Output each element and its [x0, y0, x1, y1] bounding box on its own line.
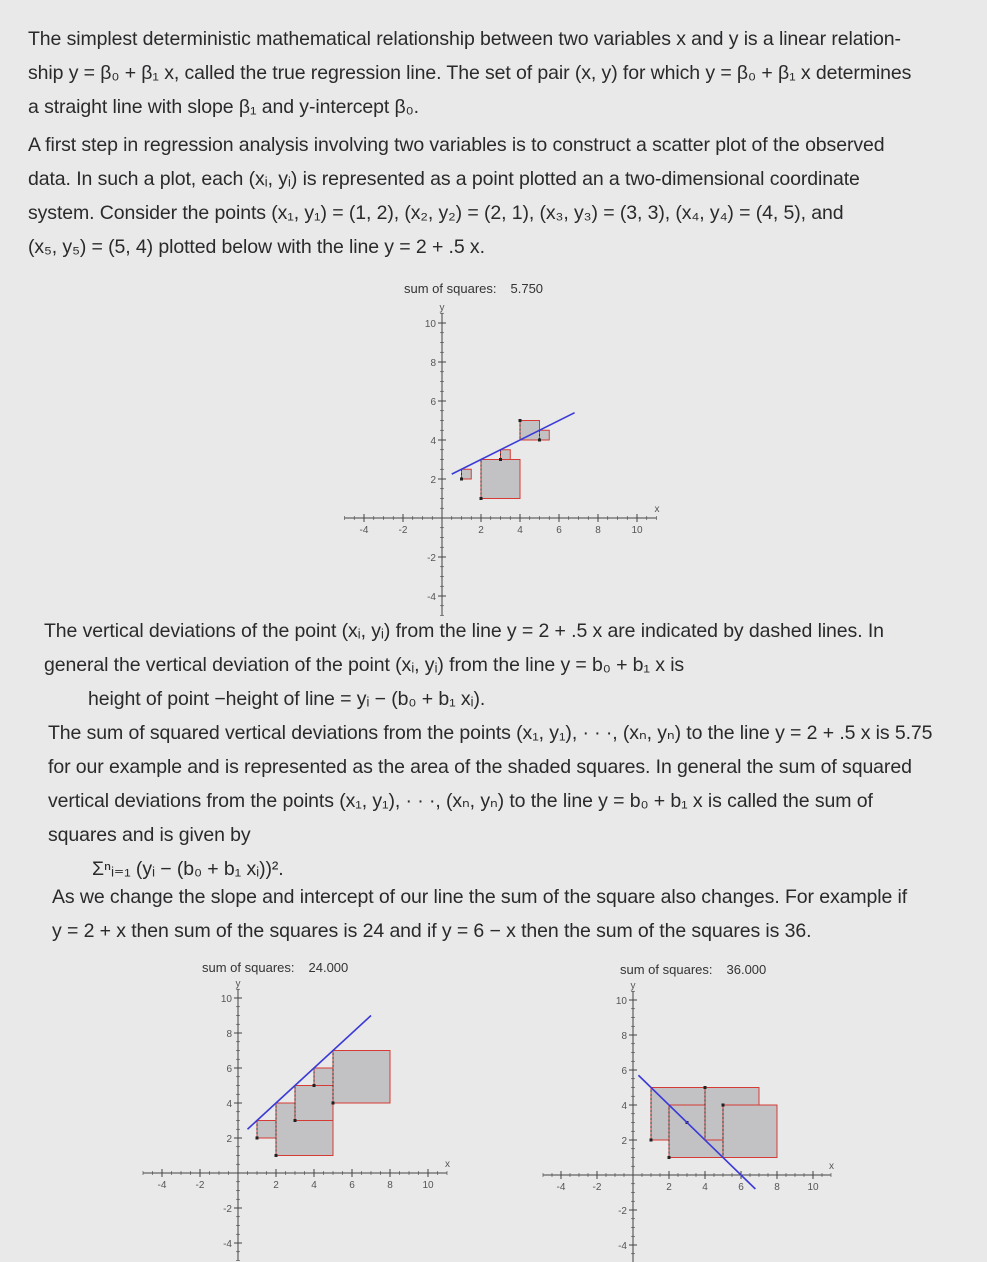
data-point	[256, 1137, 259, 1140]
deviation-formula: height of point −height of line = yᵢ − (b₀ + b₁ xᵢ).	[88, 688, 486, 710]
x-tick-label: 10	[631, 525, 643, 536]
chart3-title-label: sum of squares:	[620, 962, 713, 977]
intro-paragraph	[28, 22, 911, 124]
y-tick-label: 4	[430, 436, 436, 447]
deviation-paragraph	[44, 614, 884, 716]
x-tick-label: -2	[398, 525, 408, 536]
data-point	[332, 1102, 335, 1105]
chart2-title-label: sum of squares:	[202, 960, 295, 975]
x-tick-label: -2	[592, 1182, 602, 1193]
residual-square	[257, 1121, 276, 1139]
x-tick-label: -4	[359, 525, 369, 536]
data-point	[460, 478, 463, 481]
x-tick-label: 6	[738, 1182, 744, 1193]
data-point	[704, 1086, 707, 1089]
data-point	[650, 1139, 653, 1142]
x-tick-label: 4	[702, 1182, 708, 1193]
residual-square	[520, 421, 540, 441]
x-axis-label: x	[654, 504, 660, 515]
sum-line: for our example and is represented as the area of the shaded squares. In general the sum of squared	[48, 756, 912, 778]
data-point	[519, 419, 522, 422]
sum-formula: Σⁿᵢ₌₁ (yᵢ − (b₀ + b₁ xᵢ))².	[92, 858, 284, 880]
x-tick-label: 2	[273, 1180, 279, 1191]
x-tick-label: 8	[387, 1180, 393, 1191]
x-tick-label: -4	[157, 1180, 167, 1191]
y-axis-label: y	[439, 302, 445, 314]
y-tick-label: -4	[223, 1239, 232, 1250]
y-tick-label: 8	[621, 1031, 627, 1042]
x-tick-label: 2	[478, 525, 484, 536]
chart3-plot	[555, 977, 865, 1262]
chart2-plot	[140, 975, 450, 1260]
scatter-intro-line: A first step in regression analysis involving two variables is to construct a scatter plot of the observed	[28, 134, 885, 156]
data-point	[480, 497, 483, 500]
y-tick-label: 6	[430, 397, 436, 408]
y-tick-label: 8	[430, 358, 436, 369]
x-tick-label: 8	[774, 1182, 780, 1193]
x-tick-label: 10	[807, 1182, 819, 1193]
scatter-intro-line: data. In such a plot, each (xᵢ, yᵢ) is represented as a point plotted an a two-dimensional coordinate	[28, 168, 860, 190]
data-point	[499, 458, 502, 461]
y-tick-label: -2	[223, 1204, 232, 1215]
y-tick-label: 8	[226, 1029, 232, 1040]
x-tick-label: 4	[517, 525, 523, 536]
chart2-title-value: 24.000	[308, 960, 349, 975]
chart1-plot	[340, 296, 660, 603]
y-axis-label: y	[630, 980, 636, 992]
intro-line: The simplest deterministic mathematical relationship between two variables x and y is a linear relation-	[28, 28, 901, 50]
y-tick-label: 10	[220, 994, 232, 1005]
residual-square	[314, 1068, 333, 1086]
y-tick-label: 6	[621, 1066, 627, 1077]
change-line: As we change the slope and intercept of our line the sum of the square also changes. For example if	[52, 886, 908, 908]
x-tick-label: 6	[556, 525, 562, 536]
sum-line: vertical deviations from the points (x₁, y₁), · · ·, (xₙ, yₙ) to the line y = b₀ + b₁ x is called the sum of	[48, 790, 873, 812]
x-tick-label: -2	[195, 1180, 205, 1191]
x-tick-label: 10	[422, 1180, 434, 1191]
change-line: y = 2 + x then sum of the squares is 24 and if y = 6 − x then the sum of the squares is 36.	[52, 920, 812, 942]
y-tick-label: 10	[424, 319, 436, 330]
data-point	[538, 439, 541, 442]
y-tick-label: 2	[226, 1134, 232, 1145]
residual-square	[723, 1105, 777, 1158]
y-tick-label: 2	[430, 475, 436, 486]
sum-paragraph	[48, 716, 932, 886]
y-tick-label: 4	[621, 1101, 627, 1112]
x-axis-label: x	[829, 1161, 834, 1172]
scatter-intro-paragraph	[28, 128, 885, 264]
x-tick-label: 2	[666, 1182, 672, 1193]
chart3-title	[620, 962, 766, 977]
x-tick-label: 6	[349, 1180, 355, 1191]
y-axis-label: y	[235, 978, 241, 990]
deviation-line: general the vertical deviation of the point (xᵢ, yᵢ) from the line y = b₀ + b₁ x is	[44, 654, 685, 676]
y-tick-label: 10	[615, 996, 627, 1007]
deviation-line: The vertical deviations of the point (xᵢ, yᵢ) from the line y = 2 + .5 x are indicated by dashed lines. In	[44, 620, 884, 642]
y-tick-label: -2	[618, 1206, 627, 1217]
chart1-title-label: sum of squares:	[404, 281, 497, 296]
residual-square	[481, 460, 520, 499]
scatter-intro-line: system. Consider the points (x₁, y₁) = (1, 2), (x₂, y₂) = (2, 1), (x₃, y₃) = (3, 3), (x₄, y₄) = (4, 5), and	[28, 202, 844, 224]
y-tick-label: 4	[226, 1099, 232, 1110]
change-paragraph	[52, 880, 907, 948]
scatter-intro-line: (x₅, y₅) = (5, 4) plotted below with the line y = 2 + .5 x.	[28, 236, 485, 258]
residual-square	[333, 1051, 390, 1104]
x-tick-label: -4	[556, 1182, 566, 1193]
chart2-title	[202, 960, 348, 975]
data-point	[275, 1154, 278, 1157]
y-tick-label: -2	[427, 553, 436, 564]
data-point	[668, 1156, 671, 1159]
data-point	[294, 1119, 297, 1122]
sum-line: squares and is given by	[48, 824, 251, 846]
y-tick-label: -4	[427, 592, 436, 603]
residual-square	[295, 1086, 333, 1121]
sum-line: The sum of squared vertical deviations from the points (x₁, y₁), · · ·, (xₙ, yₙ) to the line y = 2 + .5 x is 5.75	[48, 722, 933, 744]
intro-line: ship y = β₀ + β₁ x, called the true regression line. The set of pair (x, y) for which y = β₀ + β₁ x determines	[28, 62, 912, 84]
x-tick-label: 8	[595, 525, 601, 536]
y-tick-label: 2	[621, 1136, 627, 1147]
y-tick-label: -4	[618, 1241, 627, 1252]
data-point	[313, 1084, 316, 1087]
chart3-title-value: 36.000	[726, 962, 767, 977]
x-tick-label: 4	[311, 1180, 317, 1191]
chart1-title	[404, 281, 543, 296]
x-axis-label: x	[445, 1159, 450, 1170]
intro-line: a straight line with slope β₁ and y-intercept β₀.	[28, 96, 419, 118]
y-tick-label: 6	[226, 1064, 232, 1075]
chart1-title-value: 5.750	[510, 281, 544, 296]
data-point	[722, 1104, 725, 1107]
